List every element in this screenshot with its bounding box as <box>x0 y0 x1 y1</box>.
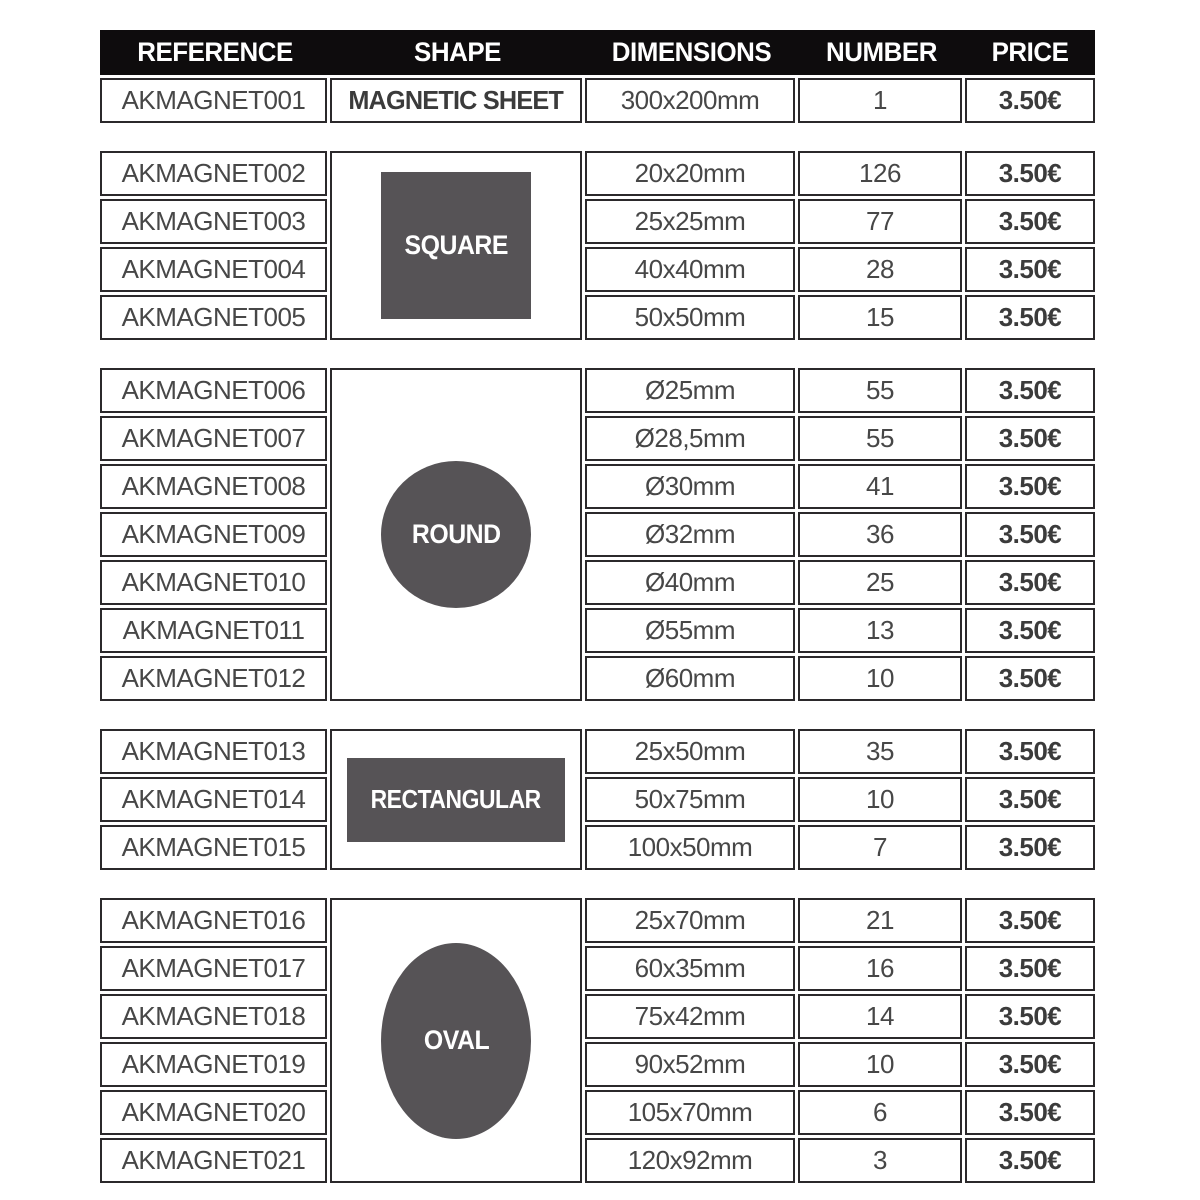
section-oval <box>100 898 1095 1183</box>
price-cell: 3.50€ <box>965 1090 1095 1135</box>
number-cell: 6 <box>798 1090 962 1135</box>
price-cell: 3.50€ <box>965 777 1095 822</box>
reference-cell: AKMAGNET006 <box>100 368 327 413</box>
dimensions-cell: Ø32mm <box>585 512 795 557</box>
number-cell: 55 <box>798 368 962 413</box>
dimensions-cell: 20x20mm <box>585 151 795 196</box>
reference-cell: AKMAGNET014 <box>100 777 327 822</box>
number-cell: 55 <box>798 416 962 461</box>
number-cell: 10 <box>798 1042 962 1087</box>
reference-cell: AKMAGNET005 <box>100 295 327 340</box>
dimensions-cell: 25x70mm <box>585 898 795 943</box>
number-cell: 3 <box>798 1138 962 1183</box>
dimensions-cell: Ø40mm <box>585 560 795 605</box>
price-cell: 3.50€ <box>965 512 1095 557</box>
number-cell: 36 <box>798 512 962 557</box>
square-shape <box>381 172 531 319</box>
shape-label: OVAL <box>423 1025 489 1055</box>
reference-cell: AKMAGNET019 <box>100 1042 327 1087</box>
reference-cell: AKMAGNET015 <box>100 825 327 870</box>
dimensions-cell: Ø30mm <box>585 464 795 509</box>
price-cell: 3.50€ <box>965 368 1095 413</box>
number-cell: 35 <box>798 729 962 774</box>
price-cell: 3.50€ <box>965 247 1095 292</box>
number-cell: 126 <box>798 151 962 196</box>
shape-label: RECTANGULAR <box>370 784 542 814</box>
shape-cell-rectangular <box>330 729 582 870</box>
column-header-number: NUMBER <box>826 37 937 67</box>
shape-label: MAGNETIC SHEET <box>348 85 564 115</box>
price-cell: 3.50€ <box>965 729 1095 774</box>
dimensions-cell: 75x42mm <box>585 994 795 1039</box>
shape-cell-round <box>330 368 582 701</box>
price-cell: 3.50€ <box>965 295 1095 340</box>
price-cell: 3.50€ <box>965 199 1095 244</box>
number-cell: 41 <box>798 464 962 509</box>
table-header <box>100 30 1095 75</box>
dimensions-cell: 90x52mm <box>585 1042 795 1087</box>
column-header-shape: SHAPE <box>414 37 501 67</box>
number-cell: 1 <box>798 78 962 123</box>
price-cell: 3.50€ <box>965 946 1095 991</box>
price-cell: 3.50€ <box>965 1042 1095 1087</box>
rect-shape <box>347 758 565 842</box>
number-cell: 21 <box>798 898 962 943</box>
dimensions-cell: Ø60mm <box>585 656 795 701</box>
reference-cell: AKMAGNET008 <box>100 464 327 509</box>
price-cell: 3.50€ <box>965 825 1095 870</box>
dimensions-cell: 40x40mm <box>585 247 795 292</box>
dimensions-cell: Ø25mm <box>585 368 795 413</box>
number-cell: 13 <box>798 608 962 653</box>
column-header-price: PRICE <box>991 37 1069 67</box>
section-round <box>100 368 1095 701</box>
oval-shape <box>381 943 531 1139</box>
reference-cell: AKMAGNET017 <box>100 946 327 991</box>
shape-cell-oval <box>330 898 582 1183</box>
dimensions-cell: 105x70mm <box>585 1090 795 1135</box>
price-cell: 3.50€ <box>965 1138 1095 1183</box>
reference-cell: AKMAGNET013 <box>100 729 327 774</box>
reference-cell: AKMAGNET011 <box>100 608 327 653</box>
dimensions-cell: 100x50mm <box>585 825 795 870</box>
reference-cell: AKMAGNET016 <box>100 898 327 943</box>
number-cell: 10 <box>798 656 962 701</box>
dimensions-cell: 25x25mm <box>585 199 795 244</box>
magnet-price-table <box>100 30 1095 1183</box>
reference-cell: AKMAGNET020 <box>100 1090 327 1135</box>
reference-cell: AKMAGNET004 <box>100 247 327 292</box>
reference-cell: AKMAGNET018 <box>100 994 327 1039</box>
price-cell: 3.50€ <box>965 151 1095 196</box>
shape-cell-square <box>330 151 582 340</box>
number-cell: 77 <box>798 199 962 244</box>
number-cell: 7 <box>798 825 962 870</box>
dimensions-cell: 60x35mm <box>585 946 795 991</box>
table-body <box>100 78 1095 1183</box>
dimensions-cell: 300x200mm <box>585 78 795 123</box>
reference-cell: AKMAGNET001 <box>100 78 327 123</box>
circle-shape <box>381 461 531 608</box>
reference-cell: AKMAGNET021 <box>100 1138 327 1183</box>
dimensions-cell: 120x92mm <box>585 1138 795 1183</box>
price-cell: 3.50€ <box>965 560 1095 605</box>
dimensions-cell: 50x50mm <box>585 295 795 340</box>
dimensions-cell: 25x50mm <box>585 729 795 774</box>
shape-label: ROUND <box>411 519 501 549</box>
price-cell: 3.50€ <box>965 464 1095 509</box>
dimensions-cell: 50x75mm <box>585 777 795 822</box>
section-rectangular <box>100 729 1095 870</box>
reference-cell: AKMAGNET009 <box>100 512 327 557</box>
number-cell: 15 <box>798 295 962 340</box>
reference-cell: AKMAGNET012 <box>100 656 327 701</box>
reference-cell: AKMAGNET010 <box>100 560 327 605</box>
shape-cell-magnetic-sheet <box>330 78 582 123</box>
column-header-reference: REFERENCE <box>137 37 293 67</box>
column-header-dimensions: DIMENSIONS <box>611 37 772 67</box>
price-cell: 3.50€ <box>965 994 1095 1039</box>
dimensions-cell: Ø28,5mm <box>585 416 795 461</box>
price-cell: 3.50€ <box>965 416 1095 461</box>
number-cell: 16 <box>798 946 962 991</box>
dimensions-cell: Ø55mm <box>585 608 795 653</box>
price-cell: 3.50€ <box>965 656 1095 701</box>
number-cell: 25 <box>798 560 962 605</box>
price-cell: 3.50€ <box>965 898 1095 943</box>
shape-label: SQUARE <box>404 230 508 260</box>
number-cell: 28 <box>798 247 962 292</box>
reference-cell: AKMAGNET002 <box>100 151 327 196</box>
number-cell: 10 <box>798 777 962 822</box>
section-magnetic-sheet <box>100 78 1095 123</box>
reference-cell: AKMAGNET003 <box>100 199 327 244</box>
price-cell: 3.50€ <box>965 78 1095 123</box>
reference-cell: AKMAGNET007 <box>100 416 327 461</box>
section-square <box>100 151 1095 340</box>
price-cell: 3.50€ <box>965 608 1095 653</box>
number-cell: 14 <box>798 994 962 1039</box>
